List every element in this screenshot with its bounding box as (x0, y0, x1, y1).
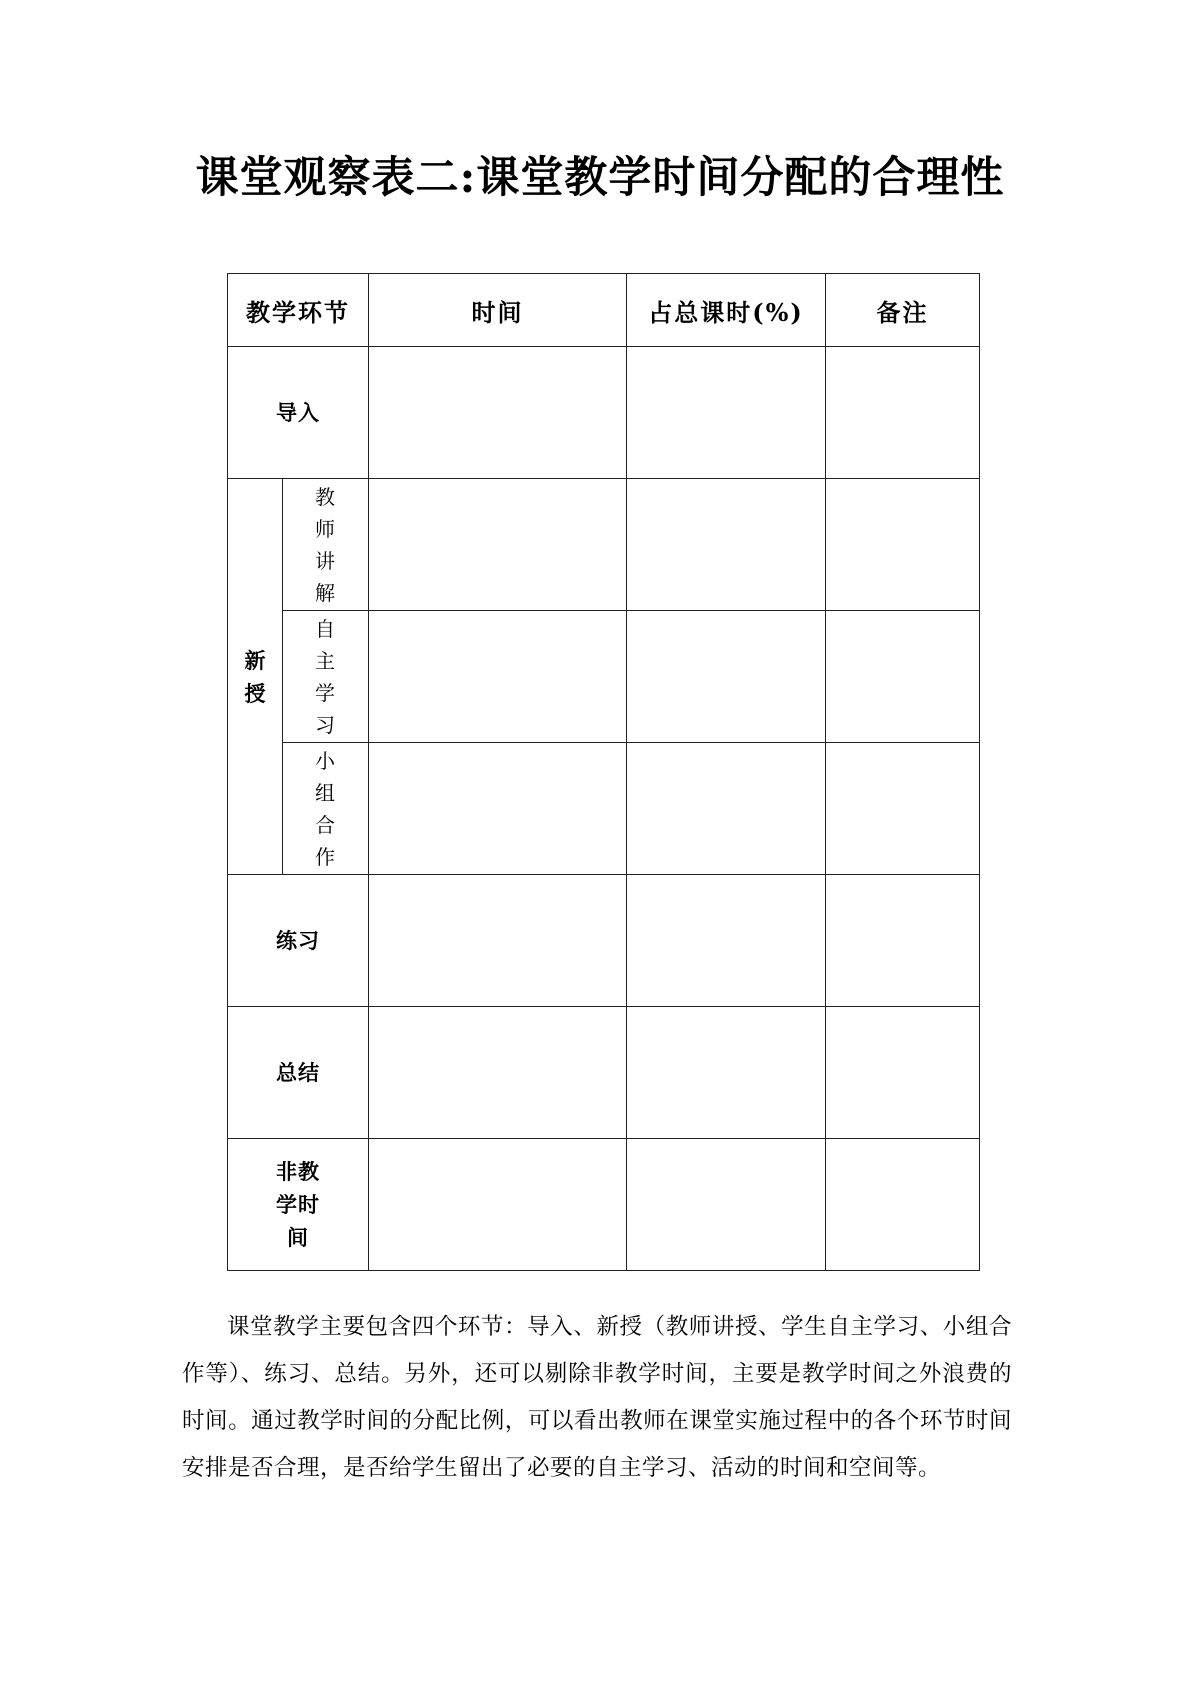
stage-intro-label: 导入 (228, 347, 369, 479)
time-cell[interactable] (369, 743, 627, 875)
time-cell[interactable] (369, 1139, 627, 1271)
header-teaching-stage: 教学环节 (228, 274, 369, 347)
percentage-cell[interactable] (627, 479, 826, 611)
remarks-cell[interactable] (826, 1139, 980, 1271)
percentage-cell[interactable] (627, 743, 826, 875)
header-time: 时间 (369, 274, 627, 347)
time-cell[interactable] (369, 1007, 627, 1139)
remarks-cell[interactable] (826, 743, 980, 875)
observation-table (227, 273, 980, 1271)
percentage-cell[interactable] (627, 347, 826, 479)
percentage-cell[interactable] (627, 611, 826, 743)
remarks-cell[interactable] (826, 1007, 980, 1139)
table-row (228, 743, 980, 875)
remarks-cell[interactable] (826, 479, 980, 611)
percentage-cell[interactable] (627, 1007, 826, 1139)
table-header-row (228, 274, 980, 347)
table-row (228, 1139, 980, 1271)
table-row (228, 479, 980, 611)
sub-stage-group-work-label: 小组合作 (283, 743, 369, 875)
stage-nonteaching-label: 非教学时间 (228, 1139, 369, 1271)
time-cell[interactable] (369, 479, 627, 611)
table-row (228, 347, 980, 479)
percentage-cell[interactable] (627, 875, 826, 1007)
remarks-cell[interactable] (826, 875, 980, 1007)
time-cell[interactable] (369, 611, 627, 743)
stage-summary-label: 总结 (228, 1007, 369, 1139)
table-row (228, 875, 980, 1007)
header-remarks: 备注 (826, 274, 980, 347)
stage-new-label: 新授 (228, 479, 283, 875)
percentage-cell[interactable] (627, 1139, 826, 1271)
time-cell[interactable] (369, 875, 627, 1007)
remarks-cell[interactable] (826, 347, 980, 479)
description-paragraph: 课堂教学主要包含四个环节：导入、新授（教师讲授、学生自主学习、小组合作等）、练习、总结。另外，还可以剔除非教学时间，主要是教学时间之外浪费的时间。通过教学时间的分配比例，可以看出教师在课堂实施过程中的各个环节时间安排是否合理，是否给学生留出了必要的自主学习、活动的时间和空间等。 (182, 1313, 1012, 1481)
sub-stage-self-study-label: 自主学习 (283, 611, 369, 743)
stage-practice-label: 练习 (228, 875, 369, 1007)
time-cell[interactable] (369, 347, 627, 479)
remarks-cell[interactable] (826, 611, 980, 743)
header-percentage: 占总课时(%) (627, 274, 826, 347)
table-row (228, 611, 980, 743)
sub-stage-lecture-label: 教师讲解 (283, 479, 369, 611)
page-title: 课堂观察表二:课堂教学时间分配的合理性 (195, 153, 1005, 203)
table-row (228, 1007, 980, 1139)
